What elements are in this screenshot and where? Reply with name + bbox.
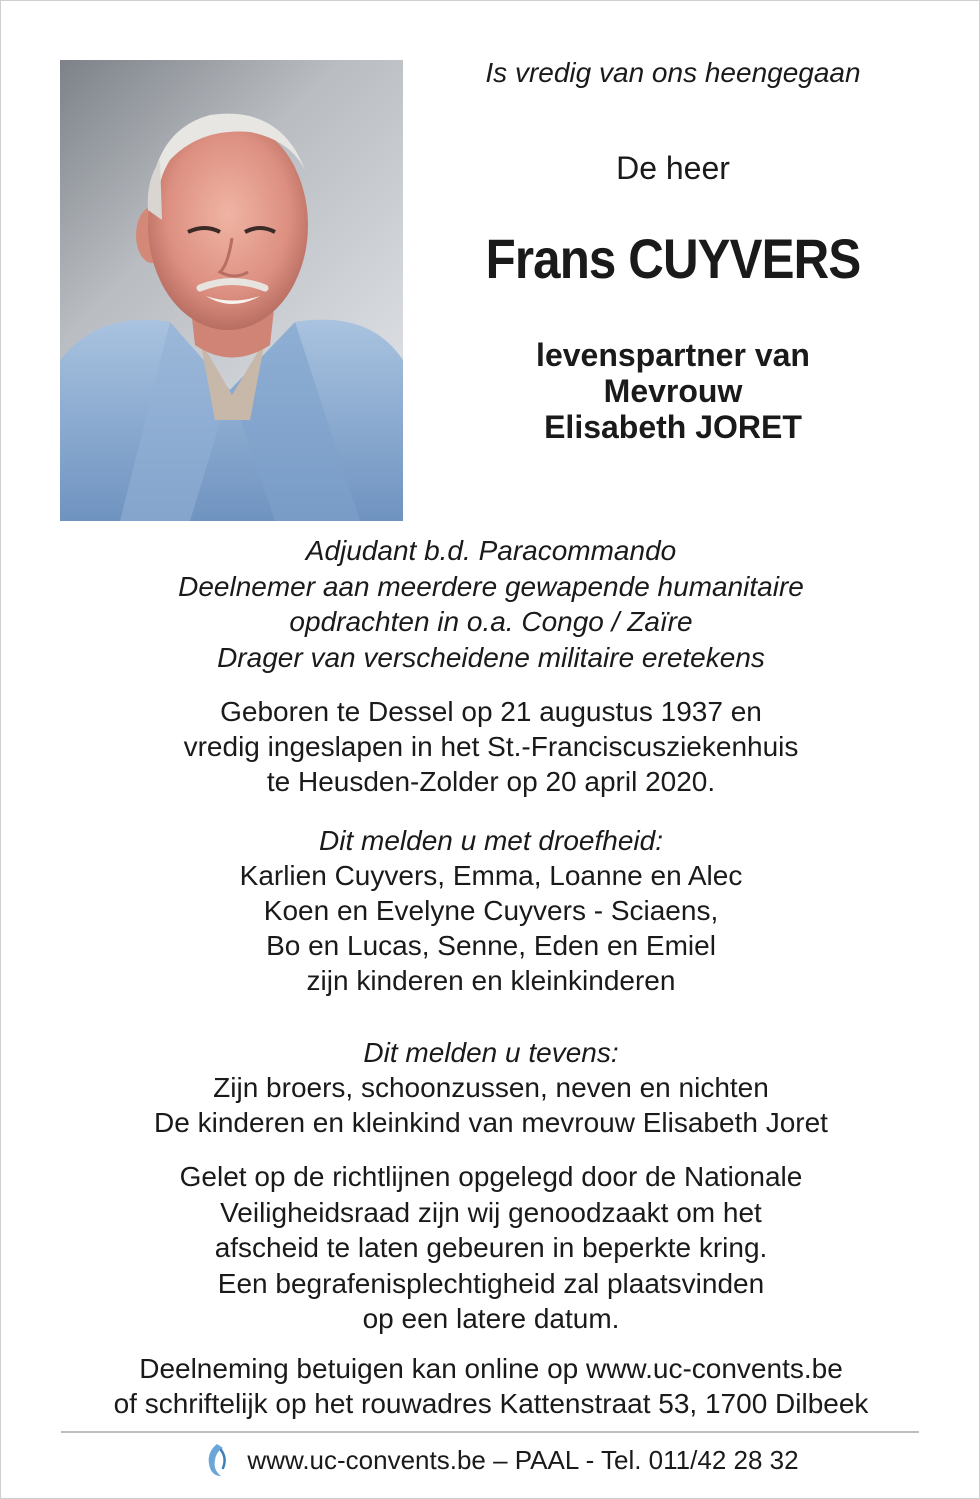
condolence-line: of schriftelijk op het rouwadres Kattenstraat 53, 1700 Dilbeek	[113, 1388, 869, 1419]
footer-divider	[61, 1431, 919, 1433]
mourners-block	[41, 823, 941, 998]
notice-line: Veiligheidsraad zijn wij genoodzaakt om het	[220, 1196, 762, 1228]
titles-block	[41, 533, 941, 675]
mourners-line: Karlien Cuyvers, Emma, Loanne en Alec	[239, 860, 743, 891]
partner-line: Mevrouw	[603, 373, 743, 409]
also-heading: Dit melden u tevens:	[363, 1037, 619, 1068]
notice-line: Gelet op de richtlijnen opgelegd door de Nationale	[179, 1161, 803, 1192]
notice-block	[41, 1159, 941, 1337]
portrait-photo	[60, 60, 403, 521]
mourners-line: Bo en Lucas, Senne, Eden en Emiel	[266, 930, 716, 961]
intro-line: Is vredig van ons heengegaan	[485, 57, 861, 88]
condolence-block	[41, 1351, 941, 1421]
birth-death-line: vredig ingeslapen in het St.-Franciscusziekenhuis	[183, 731, 799, 762]
partner-line: levenspartner van	[536, 337, 810, 373]
birth-death-block	[41, 694, 941, 799]
also-line: Zijn broers, schoonzussen, neven en nichten	[213, 1072, 769, 1103]
mourners-line: Koen en Evelyne Cuyvers - Sciaens,	[263, 895, 719, 926]
footer-contact[interactable]: www.uc-convents.be – PAAL - Tel. 011/42 28 32	[247, 1444, 799, 1475]
condolence-line: Deelneming betuigen kan online op www.uc-convents.be	[139, 1353, 843, 1384]
also-block	[41, 1035, 941, 1140]
footer	[151, 1437, 851, 1483]
mourners-heading: Dit melden u met droefheid:	[319, 825, 663, 856]
notice-line: afscheid te laten gebeuren in beperkte kring.	[214, 1232, 768, 1263]
title-line: Drager van verscheidene militaire eretekens	[217, 641, 765, 673]
birth-death-line: te Heusden-Zolder op 20 april 2020.	[266, 766, 716, 797]
portrait-illustration	[60, 60, 403, 521]
birth-death-line: Geboren te Dessel op 21 augustus 1937 en	[220, 696, 762, 727]
notice-line: op een latere datum.	[362, 1303, 620, 1334]
title-line: opdrachten in o.a. Congo / Zaïre	[289, 606, 693, 637]
partner-line: Elisabeth JORET	[544, 409, 802, 445]
mourners-line: zijn kinderen en kleinkinderen	[306, 965, 676, 996]
partner-block	[403, 337, 943, 445]
title-line: Deelnemer aan meerdere gewapende humanitaire	[178, 570, 804, 602]
notice-line: Een begrafenisplechtigheid zal plaatsvinden	[217, 1267, 765, 1299]
title-line: Adjudant b.d. Paracommando	[305, 535, 677, 566]
honorific: De heer	[616, 150, 730, 186]
also-line: De kinderen en kleinkind van mevrouw Elisabeth Joret	[154, 1107, 828, 1138]
deceased-name: Frans CUYVERS	[485, 227, 861, 290]
funeral-home-logo-icon	[203, 1440, 229, 1480]
